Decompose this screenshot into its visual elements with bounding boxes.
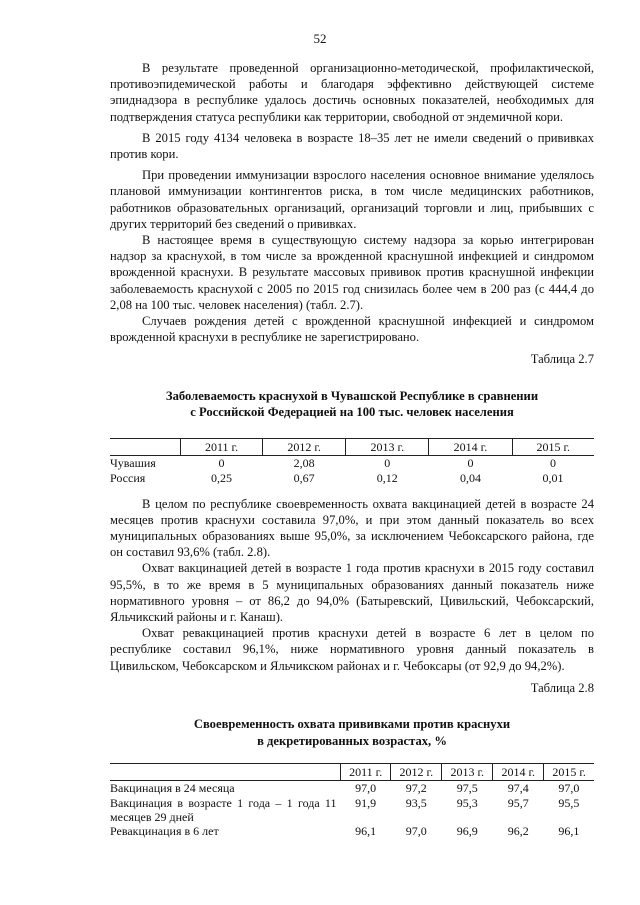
table-cell: 2,08 <box>293 455 315 470</box>
table-title-line: Своевременность охвата прививками против краснухи <box>193 717 511 732</box>
table-cell: 97,5 <box>456 781 478 796</box>
header-cell: 2014 г. <box>493 764 544 781</box>
header-cell: 2015 г. <box>512 438 594 455</box>
paragraph: Охват вакцинацией детей в возрасте 1 года против краснухи в 2015 году составил 95,5%, в то же время в 5 муниципальных образованиях данный показатель ниже нормативного уровня – от 86,2 до 94,0% (Батыревский, Цивильский, Чебоксарский, Яльчикский районы и г. Канаш). <box>110 561 594 625</box>
header-cell: 2012 г. <box>263 438 346 455</box>
table-row <box>110 824 594 839</box>
table-cell: 0 <box>550 455 557 470</box>
table-cell: 0 <box>384 455 391 470</box>
table-cell: 96,2 <box>507 824 529 839</box>
table-label-2-7: Таблица 2.7 <box>530 352 594 367</box>
incidence-table <box>110 438 594 486</box>
row-label: Чувашия <box>110 455 156 470</box>
table-title-line: Заболеваемость краснухой в Чувашской Республике в сравнении <box>165 388 539 403</box>
table-cell: 91,9 <box>355 796 377 811</box>
table-cell: 97,2 <box>405 781 427 796</box>
table-title-2-8 <box>110 716 594 749</box>
table-cell: 97,0 <box>558 781 580 796</box>
table-cell: 93,5 <box>405 796 427 811</box>
table-cell: 0 <box>218 455 225 470</box>
table-cell: 0,04 <box>459 470 481 485</box>
table-cell: 96,1 <box>355 824 377 839</box>
table-cell: 0,12 <box>376 470 398 485</box>
header-cell: 2012 г. <box>391 764 442 781</box>
body-text <box>110 60 594 839</box>
paragraph: Случаев рождения детей с врожденной краснушной инфекцией и синдромом врожденной краснухи в республике не зарегистрировано. <box>110 314 594 345</box>
header-cell: 2011 г. <box>341 764 391 781</box>
header-cell: 2011 г. <box>181 438 263 455</box>
paragraph: В результате проведенной организационно-методической, профилактической, противоэпидемической работы и благодаря эффективно действующей системе эпиднадзора в республике удалось достичь основных показателей, необходимых для подтверждения статуса республики как территории, свободной от эндемичной кори. <box>110 61 594 124</box>
table-header-row <box>110 764 594 781</box>
header-cell: 2014 г. <box>429 438 512 455</box>
table-title-line: в декретированных возрастах, % <box>257 733 447 748</box>
header-cell: 2015 г. <box>544 764 594 781</box>
table-cell: 96,9 <box>456 824 478 839</box>
header-cell: 2013 г. <box>442 764 493 781</box>
table-label-2-8: Таблица 2.8 <box>530 680 594 695</box>
table-cell: 96,1 <box>558 824 580 839</box>
paragraph: Охват ревакцинацией против краснухи детей в возрасте 6 лет в целом по республике составил 96,1%, ниже нормативного уровня данный показатель в Цивильском, Чебоксарском и Яльчикском районах и г. Чебоксары (от 92,9 до 94,2%). <box>110 626 594 673</box>
table-cell: 97,4 <box>507 781 529 796</box>
table-row <box>110 781 594 797</box>
table-row <box>110 471 594 486</box>
page-number: 52 <box>313 31 327 46</box>
table-title-2-7 <box>110 388 594 421</box>
header-cell <box>110 764 341 781</box>
table-cell: 0 <box>467 455 474 470</box>
row-label: Вакцинация в 24 месяца <box>110 781 235 796</box>
paragraph: В настоящее время в существующую систему надзора за корью интегрирован надзор за краснухой, в том числе за врожденной краснушной инфекцией и синдромом врожденной краснухи. В результате массовых прививок против краснушной инфекции заболеваемость краснухой с 2005 по 2015 год снизилась более чем в 200 раз (с 444,4 до 2,08 на 100 тыс. человек населения) (табл. 2.7). <box>110 233 594 312</box>
table-cell: 0,01 <box>542 470 564 485</box>
middle-text <box>110 496 594 674</box>
paragraph: В 2015 году 4134 человека в возрасте 18–35 лет не имели сведений о прививках против кори. <box>110 130 594 162</box>
table-title-line: с Российской Федерацией на 100 тыс. человек населения <box>190 405 514 420</box>
row-label: Россия <box>110 470 146 485</box>
paragraph: В целом по республике своевременность охвата вакцинацией детей в возрасте 24 месяцев против краснухи составила 97,0%, и при этом данный показатель во всех муниципальных образованиях выше 95,0%, за исключением Чебоксарского района, где он составил 93,6% (табл. 2.8). <box>110 496 594 560</box>
table-row <box>110 796 594 824</box>
table-cell: 95,7 <box>507 796 529 811</box>
paragraph: При проведении иммунизации взрослого населения основное внимание уделялось плановой иммунизации контингентов риска, в том числе медицинских работников, работников образовательных организаций, организаций торговли и лиц, прибывших с других территорий без сведений о прививках. <box>110 168 594 231</box>
table-cell: 95,3 <box>456 796 478 811</box>
header-cell: 2013 г. <box>346 438 429 455</box>
header-cell <box>110 438 181 455</box>
table-cell: 0,67 <box>293 470 315 485</box>
table-cell: 97,0 <box>355 781 377 796</box>
table-cell: 95,5 <box>558 796 580 811</box>
coverage-table <box>110 763 594 839</box>
row-label: Ревакцинация в 6 лет <box>110 824 219 839</box>
table-row <box>110 455 594 471</box>
table-cell: 97,0 <box>405 824 427 839</box>
table-cell: 0,25 <box>211 470 233 485</box>
row-label: Вакцинация в возрасте 1 года – 1 года 11 месяцев 29 дней <box>110 796 337 825</box>
table-header-row <box>110 438 594 455</box>
